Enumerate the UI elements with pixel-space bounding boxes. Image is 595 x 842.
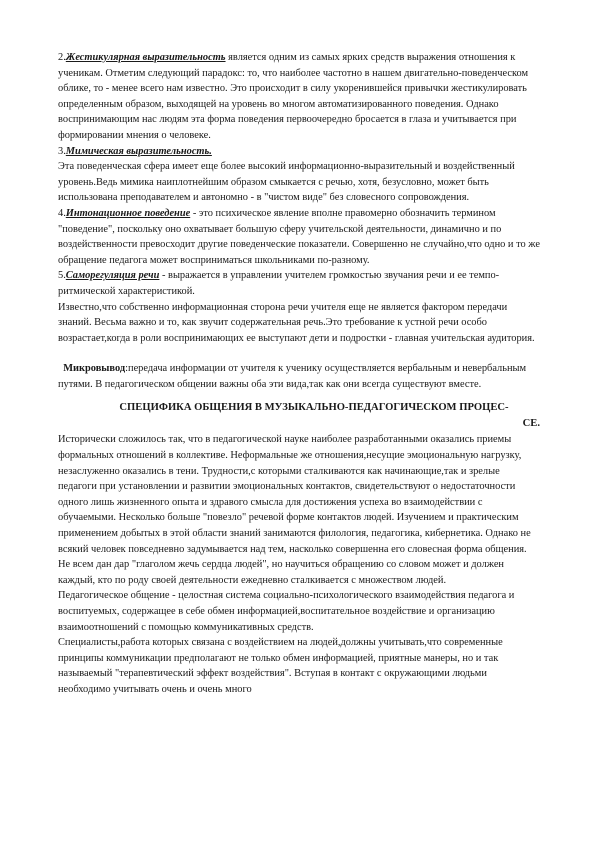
section-title: Саморегуляция речи bbox=[65, 270, 160, 282]
section-text: - выражается в управлении учителем громкостью звучания речи и ее темпо-ритмической характеристикой. bbox=[58, 270, 500, 297]
conclusion-lead: Микровывод bbox=[63, 363, 126, 375]
paragraph-specialists: Специалисты,работа которых связана с воздействием на людей,должны учитывать,что современные принципы коммуникации предполагают не только обмен информацией, приятные манеры, но и так называемый "терапевтический эффект воздействия". Вступая в контакт с окружающими людьми необходимо учитывать очень и очень много bbox=[58, 637, 503, 695]
conclusion bbox=[58, 361, 540, 392]
section-title: Интонационное поведение bbox=[65, 207, 191, 219]
section-number: 5. bbox=[58, 270, 66, 282]
heading-line-2: СЕ. bbox=[522, 418, 540, 430]
section-mimic bbox=[58, 144, 540, 160]
document-page bbox=[58, 50, 540, 698]
paragraph-history: Исторически сложилось так, что в педагогической науке наиболее разработанными оказались приемы формальных отношений в коллективе. Неформальные же отношения,несущие эмоциональную нагрузку, незаслуженно оказались в тени. Трудности,с которыми сталкиваются как начинающие,так и зрелые педагоги при установлении и развитии эмоциональных контактов, свидетельствуют о недостаточности одного лишь жизненного опыта и здравого смысла для достижения успеха во взаимодействии с обучаемыми. Несколько больше "повезло" речевой форме контактов людей. Изучением и практическим применением добытых в этой области знаний занимаются филология, педагогика, кибернетика. Однако не всякий человек повседневно задумывается над тем, насколько совершенна его словесная форма общения. Не всем дан дар "глаголом жечь сердца людей", но научиться обращению со словом может и должен каждый, кто по роду своей деятельности ежедневно сталкивается с множеством людей. bbox=[58, 434, 531, 586]
heading-line-1: СПЕЦИФИКА ОБЩЕНИЯ В МУЗЫКАЛЬНО-ПЕДАГОГИЧЕСКОМ ПРОЦЕС- bbox=[119, 402, 509, 414]
paragraph-pedagogical-communication: Педагогическое общение - целостная система социально-психологического взаимодействия педагога и воспитуемых, содержащее в себе обмен информацией,воспитательное воздействие и организацию взаимоотношений с помощью коммуникативных средств. bbox=[58, 590, 515, 633]
section-text: Эта поведенческая сфера имеет еще более высокий информационно-выразительный и воздейственный уровень.Ведь мимика наиплотнейшим образом смыкается с речью, хотя, безусловно, может быть использована преподавателем и автономно - в "чистом виде" без словесного сопровождения. bbox=[58, 161, 515, 204]
spacer bbox=[58, 346, 540, 361]
section-title: Жестикулярная выразительность bbox=[65, 52, 226, 63]
section-title: Мимическая выразительность. bbox=[65, 145, 212, 157]
section-number: 2. bbox=[58, 52, 66, 63]
conclusion-text: :передача информации от учителя к ученику осуществляется вербальным и невербальным путями. В педагогическом общении важны оба эти вида,так как они всегда существуют вместе. bbox=[58, 363, 527, 390]
section-speech bbox=[58, 268, 540, 299]
section-text: - это психическое явление вполне правомерно обозначить термином "поведение", поскольку оно охватывает большую сферу учительской деятельности, динамично и по воздейственности превосходит другие поведенческие показатели. Совершенно не случайно,что одно и то же обращение педагога может восприниматься школьниками по-разному. bbox=[58, 207, 540, 266]
section-number: 4. bbox=[58, 207, 66, 219]
paragraph-info: Известно,что собственно информационная сторона речи учителя еще не является фактором передачи знаний. Весьма важно и то, как звучит содержательная речь.Это требование к устной речи особо возрастает,когда в роли воспринимающих ее выступают дети и подростки - главная учительская аудитория. bbox=[58, 301, 535, 344]
section-gesture bbox=[58, 50, 540, 144]
section-number: 3. bbox=[58, 145, 66, 157]
section-text: является одним из самых ярких средств выражения отношения к ученикам. Отметим следующий парадокс: то, что наиболее частотно в нашем двигательно-поведенческом облике, то - менее всего нам известно. Это происходит в силу укоренившейся привычки жестикулировать определенным образом, выходящей на уровень во многом автоматизированного поведения. Однако воспринимающим нас людям эта форма поведения первоочередно бросается в глаза и учитывается при формировании мнения о человеке. bbox=[58, 52, 529, 141]
section-heading bbox=[58, 400, 540, 432]
section-intonation bbox=[58, 206, 540, 268]
